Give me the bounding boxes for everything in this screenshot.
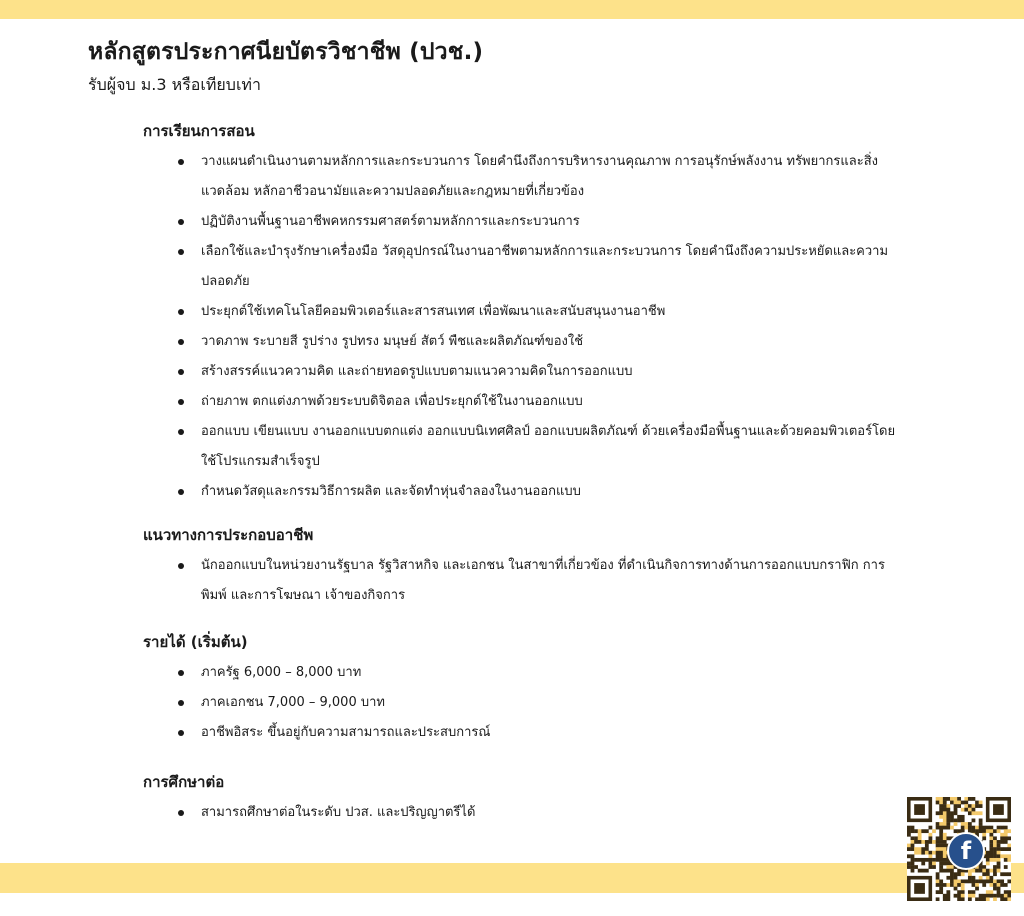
list-item — [143, 417, 903, 477]
section-heading-learning: การเรียนการสอน — [143, 122, 255, 140]
list-item-text: เลือกใช้และบำรุงรักษาเครื่องมือ วัสดุอุปกรณ์ในงานอาชีพตามหลักการและกระบวนการ โดยคำนึงถึงความประหยัดและความปลอดภัย — [201, 244, 889, 289]
bullet-icon — [178, 670, 184, 676]
bullet-icon — [178, 249, 184, 255]
list-item — [143, 207, 903, 237]
bullet-icon — [178, 399, 184, 405]
list-item-text: วาดภาพ ระบายสี รูปร่าง รูปทรง มนุษย์ สัตว์ พืชและผลิตภัณฑ์ของใช้ — [201, 334, 584, 349]
careers-list — [143, 551, 903, 611]
income-list — [143, 658, 903, 748]
bullet-icon — [178, 700, 184, 706]
bullet-icon — [178, 429, 184, 435]
list-item — [143, 718, 903, 748]
list-item — [143, 798, 903, 828]
page-title: หลักสูตรประกาศนียบัตรวิชาชีพ (ปวช.) — [88, 39, 484, 65]
section-income — [143, 632, 903, 748]
bottom-band — [0, 863, 1024, 893]
bullet-icon — [178, 309, 184, 315]
list-item-text: กำหนดวัสดุและกรรมวิธีการผลิต และจัดทำหุ่นจำลองในงานออกแบบ — [201, 484, 581, 499]
facebook-qr-code[interactable] — [907, 797, 1011, 901]
list-item-text: ประยุกต์ใช้เทคโนโลยีคอมพิวเตอร์และสารสนเทศ เพื่อพัฒนาและสนับสนุนงานอาชีพ — [201, 304, 666, 319]
list-item — [143, 658, 903, 688]
list-item — [143, 477, 903, 507]
list-item-text: นักออกแบบในหน่วยงานรัฐบาล รัฐวิสาหกิจ และเอกชน ในสาขาที่เกี่ยวข้อง ที่ดำเนินกิจการทางด้านการออกแบบกราฟิก การพิมพ์ และการโฆษณา เจ้าของกิจการ — [201, 558, 885, 603]
section-further-study — [143, 772, 903, 828]
bullet-icon — [178, 369, 184, 375]
list-item — [143, 237, 903, 297]
list-item — [143, 387, 903, 417]
list-item-text: ภาคเอกชน 7,000 – 9,000 บาท — [201, 695, 385, 710]
list-item-text: อาชีพอิสระ ขึ้นอยู่กับความสามารถและประสบการณ์ — [201, 725, 491, 740]
bullet-icon — [178, 810, 184, 816]
bullet-icon — [178, 489, 184, 495]
list-item-text: ถ่ายภาพ ตกแต่งภาพด้วยระบบดิจิตอล เพื่อประยุกต์ใช้ในงานออกแบบ — [201, 394, 583, 409]
bullet-icon — [178, 339, 184, 345]
section-heading-further-study: การศึกษาต่อ — [143, 773, 225, 791]
list-item-text: สามารถศึกษาต่อในระดับ ปวส. และปริญญาตรีได้ — [201, 805, 476, 820]
list-item-text: วางแผนดำเนินงานตามหลักการและกระบวนการ โดยคำนึงถึงการบริหารงานคุณภาพ การอนุรักษ์พลังงาน ทรัพยากรและสิ่งแวดล้อม หลักอาชีวอนามัยและความปลอดภัยและกฎหมายที่เกี่ยวข้อง — [201, 154, 878, 199]
list-item-text: ปฏิบัติงานพื้นฐานอาชีพคหกรรมศาสตร์ตามหลักการและกระบวนการ — [201, 214, 580, 229]
further-study-list — [143, 798, 903, 828]
list-item — [143, 297, 903, 327]
list-item — [143, 147, 903, 207]
learning-list — [143, 147, 903, 507]
top-band — [0, 0, 1024, 19]
facebook-icon: f — [947, 832, 985, 870]
list-item — [143, 551, 903, 611]
list-item — [143, 357, 903, 387]
bullet-icon — [178, 159, 184, 165]
section-heading-income: รายได้ (เริ่มต้น) — [143, 633, 248, 651]
list-item-text: สร้างสรรค์แนวความคิด และถ่ายทอดรูปแบบตามแนวความคิดในการออกแบบ — [201, 364, 633, 379]
section-learning — [143, 121, 903, 507]
bullet-icon — [178, 730, 184, 736]
list-item — [143, 688, 903, 718]
bullet-icon — [178, 219, 184, 225]
list-item-text: ภาครัฐ 6,000 – 8,000 บาท — [201, 665, 362, 680]
bullet-icon — [178, 563, 184, 569]
section-careers — [143, 525, 903, 611]
list-item — [143, 327, 903, 357]
page-subtitle: รับผู้จบ ม.3 หรือเทียบเท่า — [88, 75, 261, 94]
section-heading-careers: แนวทางการประกอบอาชีพ — [143, 526, 314, 544]
list-item-text: ออกแบบ เขียนแบบ งานออกแบบตกแต่ง ออกแบบนิเทศศิลป์ ออกแบบผลิตภัณฑ์ ด้วยเครื่องมือพื้นฐานและด้วยคอมพิวเตอร์โดยใช้โปรแกรมสำเร็จรูป — [201, 424, 896, 469]
